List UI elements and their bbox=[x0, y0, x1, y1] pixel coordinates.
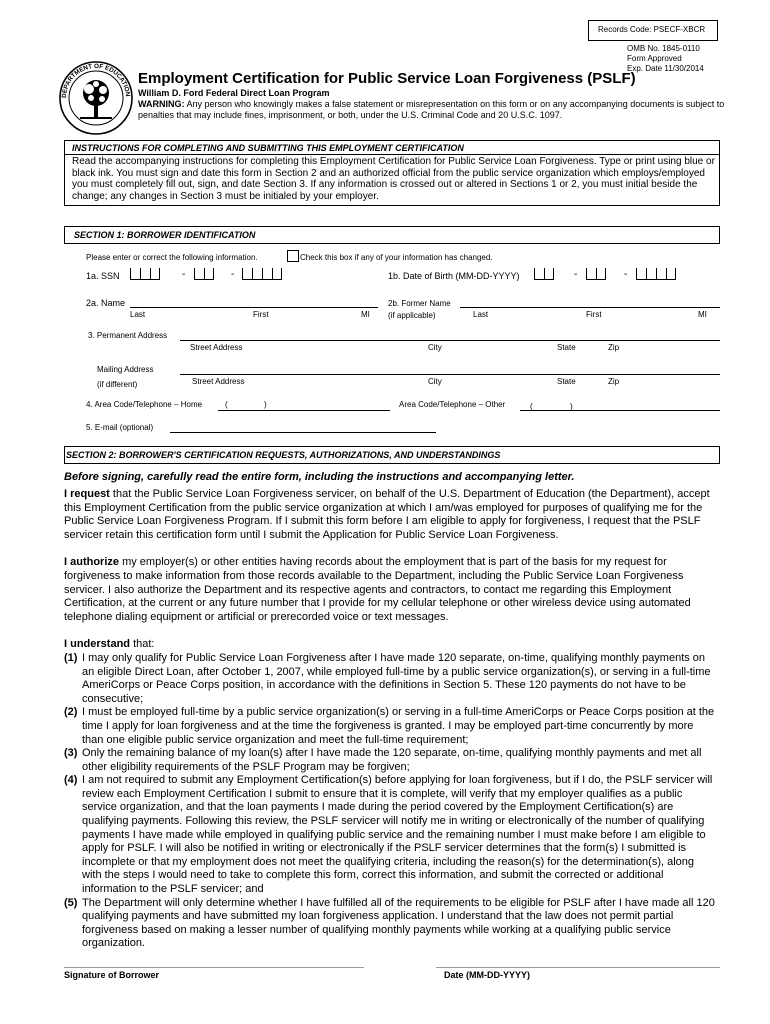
former-name-sub: (if applicable) bbox=[388, 311, 436, 320]
former-first-caption: First bbox=[586, 310, 602, 319]
records-code: Records Code: PSECF-XBCR bbox=[598, 25, 706, 34]
understand-item-1 bbox=[64, 652, 716, 706]
name-label: 2a. Name bbox=[86, 298, 126, 308]
warning-text: Any person who knowingly makes a false statement or misrepresentation on this form or on any accompanying documents is subject to penalties that may include fines, imprisonment, or both, under the U.S. Criminal Code and 20 U.S.C. 1097. bbox=[138, 99, 725, 120]
dob-dash-1: - bbox=[574, 269, 578, 280]
form-approved: Form Approved bbox=[627, 54, 682, 63]
dob-month-field[interactable] bbox=[534, 268, 554, 280]
warning-notice bbox=[138, 99, 728, 121]
phone-home-field[interactable] bbox=[218, 410, 390, 411]
item-text: I may only qualify for Public Service Loan Forgiveness after I have made 120 separate, on-time, qualifying monthly payments on an eligible Direct Loan, after October 1, 2007, while employed full-time by a public service organization(s), or serving in a full-time AmeriCorps or Peace Corps position, in accordance with the definitions in Section 5. These 120 payments do not have to be consecutive; bbox=[82, 651, 711, 705]
ssn-field-part1[interactable] bbox=[130, 268, 160, 280]
email-field[interactable] bbox=[170, 432, 436, 433]
name-mi-caption: MI bbox=[361, 310, 370, 319]
date-field[interactable] bbox=[436, 967, 720, 968]
phone-other-paren-close: ) bbox=[570, 402, 573, 411]
info-prompt: Please enter or correct the following information. bbox=[86, 253, 258, 262]
section2-heading: SECTION 2: BORROWER'S CERTIFICATION REQUESTS, AUTHORIZATIONS, AND UNDERSTANDINGS bbox=[66, 450, 501, 460]
dob-year-field[interactable] bbox=[636, 268, 676, 280]
dob-day-field[interactable] bbox=[586, 268, 606, 280]
info-changed-checkbox-label: Check this box if any of your information has changed. bbox=[300, 253, 493, 262]
name-first-caption: First bbox=[253, 310, 269, 319]
understand-item-3 bbox=[64, 747, 716, 774]
request-paragraph bbox=[64, 488, 716, 542]
expiration-date: Exp. Date 11/30/2014 bbox=[627, 64, 704, 73]
seal-text: DEPARTMENT OF EDUCATION bbox=[60, 62, 132, 99]
item-text: The Department will only determine whether I have fulfilled all of the requirements to be eligible for PSLF after I have made all 120 qualifying payments and have submitted my loan forgiveness application. I understand that the law does not permit partial forgiveness based on making a lesser number of qualifying monthly payments while working at a qualifying public service organization. bbox=[82, 896, 715, 950]
understand-tail: that: bbox=[130, 638, 155, 651]
perm-state-caption: State bbox=[557, 343, 576, 352]
perm-street-caption: Street Address bbox=[190, 343, 243, 352]
item-number: (1) bbox=[64, 651, 78, 664]
former-name-field[interactable] bbox=[460, 307, 720, 308]
authorize-lead: I authorize bbox=[64, 556, 120, 569]
instructions-heading: INSTRUCTIONS FOR COMPLETING AND SUBMITTING THIS EMPLOYMENT CERTIFICATION bbox=[72, 143, 464, 153]
ssn-field-part2[interactable] bbox=[194, 268, 214, 280]
item-number: (2) bbox=[64, 706, 78, 719]
warning-label: WARNING: bbox=[138, 99, 185, 109]
understand-item-4 bbox=[64, 774, 716, 896]
mailing-address-field[interactable] bbox=[180, 374, 720, 375]
perm-city-caption: City bbox=[428, 343, 442, 352]
former-name-label: 2b. Former Name bbox=[388, 299, 451, 308]
info-changed-checkbox[interactable] bbox=[287, 250, 299, 262]
former-mi-caption: MI bbox=[698, 310, 707, 319]
item-number: (5) bbox=[64, 896, 78, 909]
permanent-address-field[interactable] bbox=[180, 340, 720, 341]
ssn-field-part3[interactable] bbox=[242, 268, 282, 280]
section2-body bbox=[64, 488, 716, 951]
mail-city-caption: City bbox=[428, 377, 442, 386]
mailing-address-label: Mailing Address bbox=[97, 365, 154, 374]
understand-item-2 bbox=[64, 706, 716, 747]
phone-home-label: 4. Area Code/Telephone – Home bbox=[86, 400, 203, 409]
email-label: 5. E-mail (optional) bbox=[86, 423, 154, 432]
understand-paragraph bbox=[64, 638, 716, 652]
section1-heading: SECTION 1: BORROWER IDENTIFICATION bbox=[74, 230, 256, 240]
perm-zip-caption: Zip bbox=[608, 343, 620, 352]
name-field[interactable] bbox=[130, 307, 378, 308]
ssn-dash-1: - bbox=[182, 269, 186, 280]
signature-label: Signature of Borrower bbox=[64, 970, 160, 980]
name-last-caption: Last bbox=[130, 310, 146, 319]
ssn-dash-2: - bbox=[231, 269, 235, 280]
former-last-caption: Last bbox=[473, 310, 489, 319]
ssn-label: 1a. SSN bbox=[86, 271, 120, 281]
mailing-address-sub: (if different) bbox=[97, 380, 138, 389]
item-number: (3) bbox=[64, 747, 78, 760]
item-text: I am not required to submit any Employment Certification(s) before applying for loan forgiveness, but if I do, the PSLF servicer will review each Employment Certification I submit to ensure that it is complete, will verify that my employer qualifies as a public service organization, and that the loan payments I made during the period covered by the Employment Certification(s) are qualifying payments. Following this review, the PSLF servicer will notify me in writing or electronically of the number of qualifying payments I have made while employed in qualifying public service and the remaining number I must make before I am eligible to apply for PSLF. I will also be notified in writing or electronically if the PSLF servicer determines that the form(s) I submitted is incomplete or that my employment does not meet the qualifying criteria, including the reason(s) for the determination(s), along with the steps I would need to take to complete this form, correct this information, and submit the corrected or additional information to the PSLF servicer; and bbox=[82, 774, 713, 896]
instructions-text: Read the accompanying instructions for completing this Employment Certification for Public Service Loan Forgiveness. Type or print using blue or black ink. You must sign and date this form in Section 2 and an authorized official from the public service organization which employs/employed you must completely fill out, sign, and date Section 3. If any information is crossed out or altered in Sections 1 or 2, you must initial beside the change; any changes in Section 3 must be initialed by your employer. bbox=[72, 156, 715, 202]
item-number: (4) bbox=[64, 774, 78, 787]
dob-label: 1b. Date of Birth (MM-DD-YYYY) bbox=[388, 271, 520, 281]
item-text: I must be employed full-time by a public service organization(s) or serving in a full-time AmeriCorps or Peace Corps position at the time I apply for loan forgiveness and at the time the forgiveness is granted. I may be employed part-time concurrently by more than one eligible public service organization and meet the full-time requirement; bbox=[82, 706, 715, 746]
department-seal-icon bbox=[58, 60, 134, 136]
program-name: William D. Ford Federal Direct Loan Program bbox=[138, 88, 330, 98]
request-lead: I request bbox=[64, 488, 110, 500]
section2-intro: Before signing, carefully read the entire form, including the instructions and accompanying letter. bbox=[64, 471, 575, 483]
dob-dash-2: - bbox=[624, 269, 628, 280]
permanent-address-label: 3. Permanent Address bbox=[88, 331, 168, 340]
phone-home-paren-close: ) bbox=[264, 400, 267, 409]
mail-street-caption: Street Address bbox=[192, 377, 245, 386]
mail-state-caption: State bbox=[557, 377, 576, 386]
phone-home-paren-open: ( bbox=[225, 400, 228, 409]
understand-lead: I understand bbox=[64, 638, 131, 651]
item-text: Only the remaining balance of my loan(s) after I have made the 120 separate, on-time, qualifying monthly payments and met all other eligibility requirements of the PSLF Program may be forgiven; bbox=[82, 747, 702, 773]
date-label: Date (MM-DD-YYYY) bbox=[444, 970, 531, 980]
phone-other-paren-open: ( bbox=[530, 402, 533, 411]
phone-other-field[interactable] bbox=[520, 410, 720, 411]
authorize-text: my employer(s) or other entities having records about the employment that is part of the basis for my request for forgiveness to make information from those records available to the Department, including the Public Service Loan Forgiveness servicer. I also authorize the Department and its respective agents and contractors, to contact me regarding this Employment Certification, at the current or any future number that I provide for my cellular telephone or other wireless device using automated telephone dialing equipment or artificial or prerecorded voice or text messages. bbox=[64, 556, 691, 623]
phone-other-label: Area Code/Telephone – Other bbox=[399, 400, 506, 409]
omb-number: OMB No. 1845-0110 bbox=[627, 44, 700, 53]
request-text: that the Public Service Loan Forgiveness servicer, on behalf of the U.S. Department of Education (the Department), accept this Employment Certification from the public service organization at which I am/was employed for purposes of qualifying me for the Public Service Loan Forgiveness Program. If I submit this form before I am eligible to apply for forgiveness, I request that the PSLF servicer retain this certification form until I submit the Application for Public Service Loan Forgiveness. bbox=[64, 488, 710, 541]
signature-field[interactable] bbox=[64, 967, 364, 968]
authorize-paragraph bbox=[64, 556, 716, 624]
form-title: Employment Certification for Public Service Loan Forgiveness (PSLF) bbox=[138, 70, 636, 87]
understand-item-5 bbox=[64, 897, 716, 951]
mail-zip-caption: Zip bbox=[608, 377, 620, 386]
